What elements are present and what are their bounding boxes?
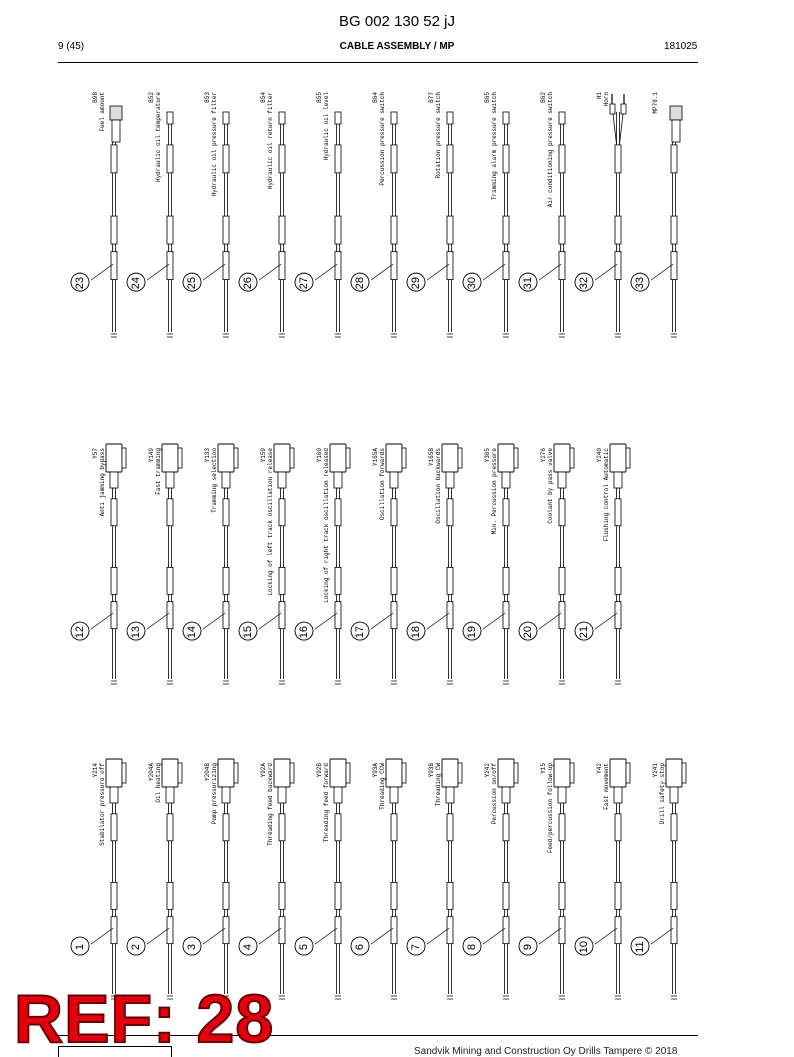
- component-description: Fuel amount: [99, 92, 106, 132]
- cable-27: [295, 92, 341, 337]
- cable-12: [71, 444, 126, 684]
- component-code: B98: [92, 92, 99, 103]
- component-code: Y165B: [428, 448, 435, 467]
- component-code: Y276: [540, 448, 547, 463]
- item-number: 2: [129, 944, 142, 951]
- component-description: Oscillation backwards: [435, 448, 442, 524]
- component-description: Hydraulic oil level: [323, 92, 330, 161]
- component-code: Y165A: [372, 448, 379, 467]
- component-code: Y160: [316, 448, 323, 463]
- document-number: BG 002 130 52 jJ: [339, 13, 455, 30]
- component-code: H1: [596, 92, 603, 100]
- component-description: Coolant by pass valve: [547, 448, 554, 524]
- component-code: Y305: [484, 448, 491, 463]
- component-code: B55: [316, 92, 323, 103]
- cable-6: [351, 759, 406, 999]
- component-code: B54: [260, 92, 267, 103]
- cable-1: [71, 759, 126, 999]
- component-description: Rotation pressure switch: [435, 92, 442, 179]
- item-number: 32: [577, 276, 590, 290]
- item-number: 1: [73, 944, 86, 951]
- item-number: 3: [185, 944, 198, 951]
- item-number: 30: [465, 276, 478, 290]
- component-description: Percussion on/off: [491, 763, 498, 825]
- item-number: 7: [409, 944, 422, 951]
- cable-28: [351, 92, 397, 337]
- cable-19: [463, 444, 518, 684]
- component-code: Y240: [596, 448, 603, 463]
- component-code: Y42: [596, 763, 603, 774]
- component-description: Stabilator pressure off: [99, 763, 106, 846]
- item-number: 8: [465, 944, 478, 951]
- cable-17: [351, 444, 406, 684]
- section-title: CABLE ASSEMBLY / MP: [339, 41, 455, 52]
- cable-10: [575, 759, 630, 999]
- item-number: 18: [409, 625, 422, 639]
- item-number: 5: [297, 944, 310, 951]
- component-description: Min. Percussion pressure: [491, 448, 498, 535]
- item-number: 25: [185, 276, 198, 290]
- component-code: Y133: [204, 448, 211, 463]
- cable-26: [239, 92, 285, 337]
- item-number: 10: [577, 940, 590, 954]
- component-code: Y15: [540, 763, 547, 774]
- component-code: B53: [204, 92, 211, 103]
- cable-16: [295, 444, 350, 684]
- item-number: 23: [73, 276, 86, 290]
- copyright-text: Sandvik Mining and Construction Oy Drills Tampere © 2018: [414, 1046, 678, 1057]
- item-number: 27: [297, 276, 310, 290]
- item-number: 16: [297, 625, 310, 639]
- cable-11: [631, 759, 686, 999]
- component-description: Tramming alarm pressure switch: [491, 92, 498, 201]
- item-number: 21: [577, 625, 590, 639]
- component-description: Drill safety stop: [659, 763, 666, 825]
- component-description: Pump pressurizing: [211, 763, 218, 825]
- component-description: Feed/percussion follow-up: [547, 763, 554, 854]
- component-code: MP78.1: [652, 92, 659, 114]
- item-number: 11: [633, 941, 646, 953]
- document-date: 181025: [664, 41, 698, 52]
- cable-5: [295, 759, 350, 999]
- component-description: Tramming selection: [211, 448, 218, 513]
- item-number: 20: [521, 625, 534, 639]
- cable-4: [239, 759, 294, 999]
- cable-29: [407, 92, 453, 337]
- component-description: Threading feed backward: [267, 763, 274, 846]
- cable-3: [183, 759, 238, 999]
- component-description: Threading CW: [435, 763, 442, 807]
- cable-20: [519, 444, 574, 684]
- cable-31: [519, 92, 565, 337]
- component-description: Anti jamming bypass: [99, 448, 106, 517]
- component-description: Threading CCW: [379, 763, 386, 810]
- component-description: Hydraulic oil pressure filter: [211, 92, 218, 197]
- page-number: 9 (45): [58, 41, 85, 52]
- component-code: Y57: [92, 448, 99, 459]
- component-description: Locking of right track oscillation released: [323, 448, 330, 603]
- cable-18: [407, 444, 462, 684]
- component-description: Locking of left track oscillation release: [267, 448, 274, 596]
- item-number: 12: [73, 625, 86, 639]
- component-description: Flushing control Automatic: [603, 448, 610, 542]
- cable-15: [239, 444, 294, 684]
- component-code: B52: [148, 92, 155, 103]
- component-code: Y92A: [260, 763, 267, 778]
- cable-25: [183, 92, 229, 337]
- component-code: Y93A: [372, 763, 379, 778]
- item-number: 19: [465, 625, 478, 639]
- component-code: Y242: [484, 763, 491, 778]
- cable-2: [127, 759, 182, 999]
- cable-8: [463, 759, 518, 999]
- cable-24: [127, 92, 173, 337]
- item-number: 6: [353, 944, 366, 951]
- component-description: Percussion pressure switch: [379, 92, 386, 186]
- component-description: Air conditioning pressure switch: [547, 92, 554, 208]
- cable-32: [575, 92, 626, 337]
- component-code: Y149: [148, 448, 155, 463]
- cable-33: [631, 92, 682, 337]
- item-number: 15: [241, 625, 254, 639]
- cable-30: [463, 92, 509, 337]
- component-description: Fast movement: [603, 763, 610, 810]
- item-number: 29: [409, 276, 422, 290]
- item-number: 33: [633, 276, 646, 290]
- cable-9: [519, 759, 574, 999]
- component-code: Y92B: [316, 763, 323, 778]
- cable-21: [575, 444, 630, 684]
- item-number: 31: [521, 276, 534, 290]
- item-number: 26: [241, 276, 254, 290]
- component-code: B64: [372, 92, 379, 103]
- component-code: Y204B: [204, 763, 211, 782]
- component-code: B77: [428, 92, 435, 103]
- cable-23: [71, 92, 122, 337]
- item-number: 14: [185, 625, 198, 639]
- item-number: 9: [521, 944, 534, 951]
- cable-14: [183, 444, 238, 684]
- component-code: Y93B: [428, 763, 435, 778]
- component-description: Fast tramming: [155, 448, 162, 495]
- component-description: Oil heating: [155, 763, 162, 803]
- cable-7: [407, 759, 462, 999]
- item-number: 28: [353, 276, 366, 290]
- component-description: Hydraulic oil temperature: [155, 92, 162, 183]
- item-number: 13: [129, 625, 142, 639]
- component-description: Threading feed forward: [323, 763, 330, 843]
- component-code: B65: [484, 92, 491, 103]
- item-number: 24: [129, 276, 142, 290]
- component-description: Horn: [603, 92, 610, 107]
- component-code: Y204A: [148, 763, 155, 782]
- component-code: B62: [540, 92, 547, 103]
- item-number: 4: [241, 944, 254, 951]
- item-number: 17: [353, 625, 366, 639]
- component-description: Oscillation forwards: [379, 448, 386, 521]
- ref-stamp: REF: 28: [14, 981, 275, 1057]
- component-code: Y241: [652, 763, 659, 778]
- component-description: Hydraulic oil return filter: [267, 92, 274, 190]
- cable-13: [127, 444, 182, 684]
- component-code: Y159: [260, 448, 267, 463]
- component-code: Y214: [92, 763, 99, 778]
